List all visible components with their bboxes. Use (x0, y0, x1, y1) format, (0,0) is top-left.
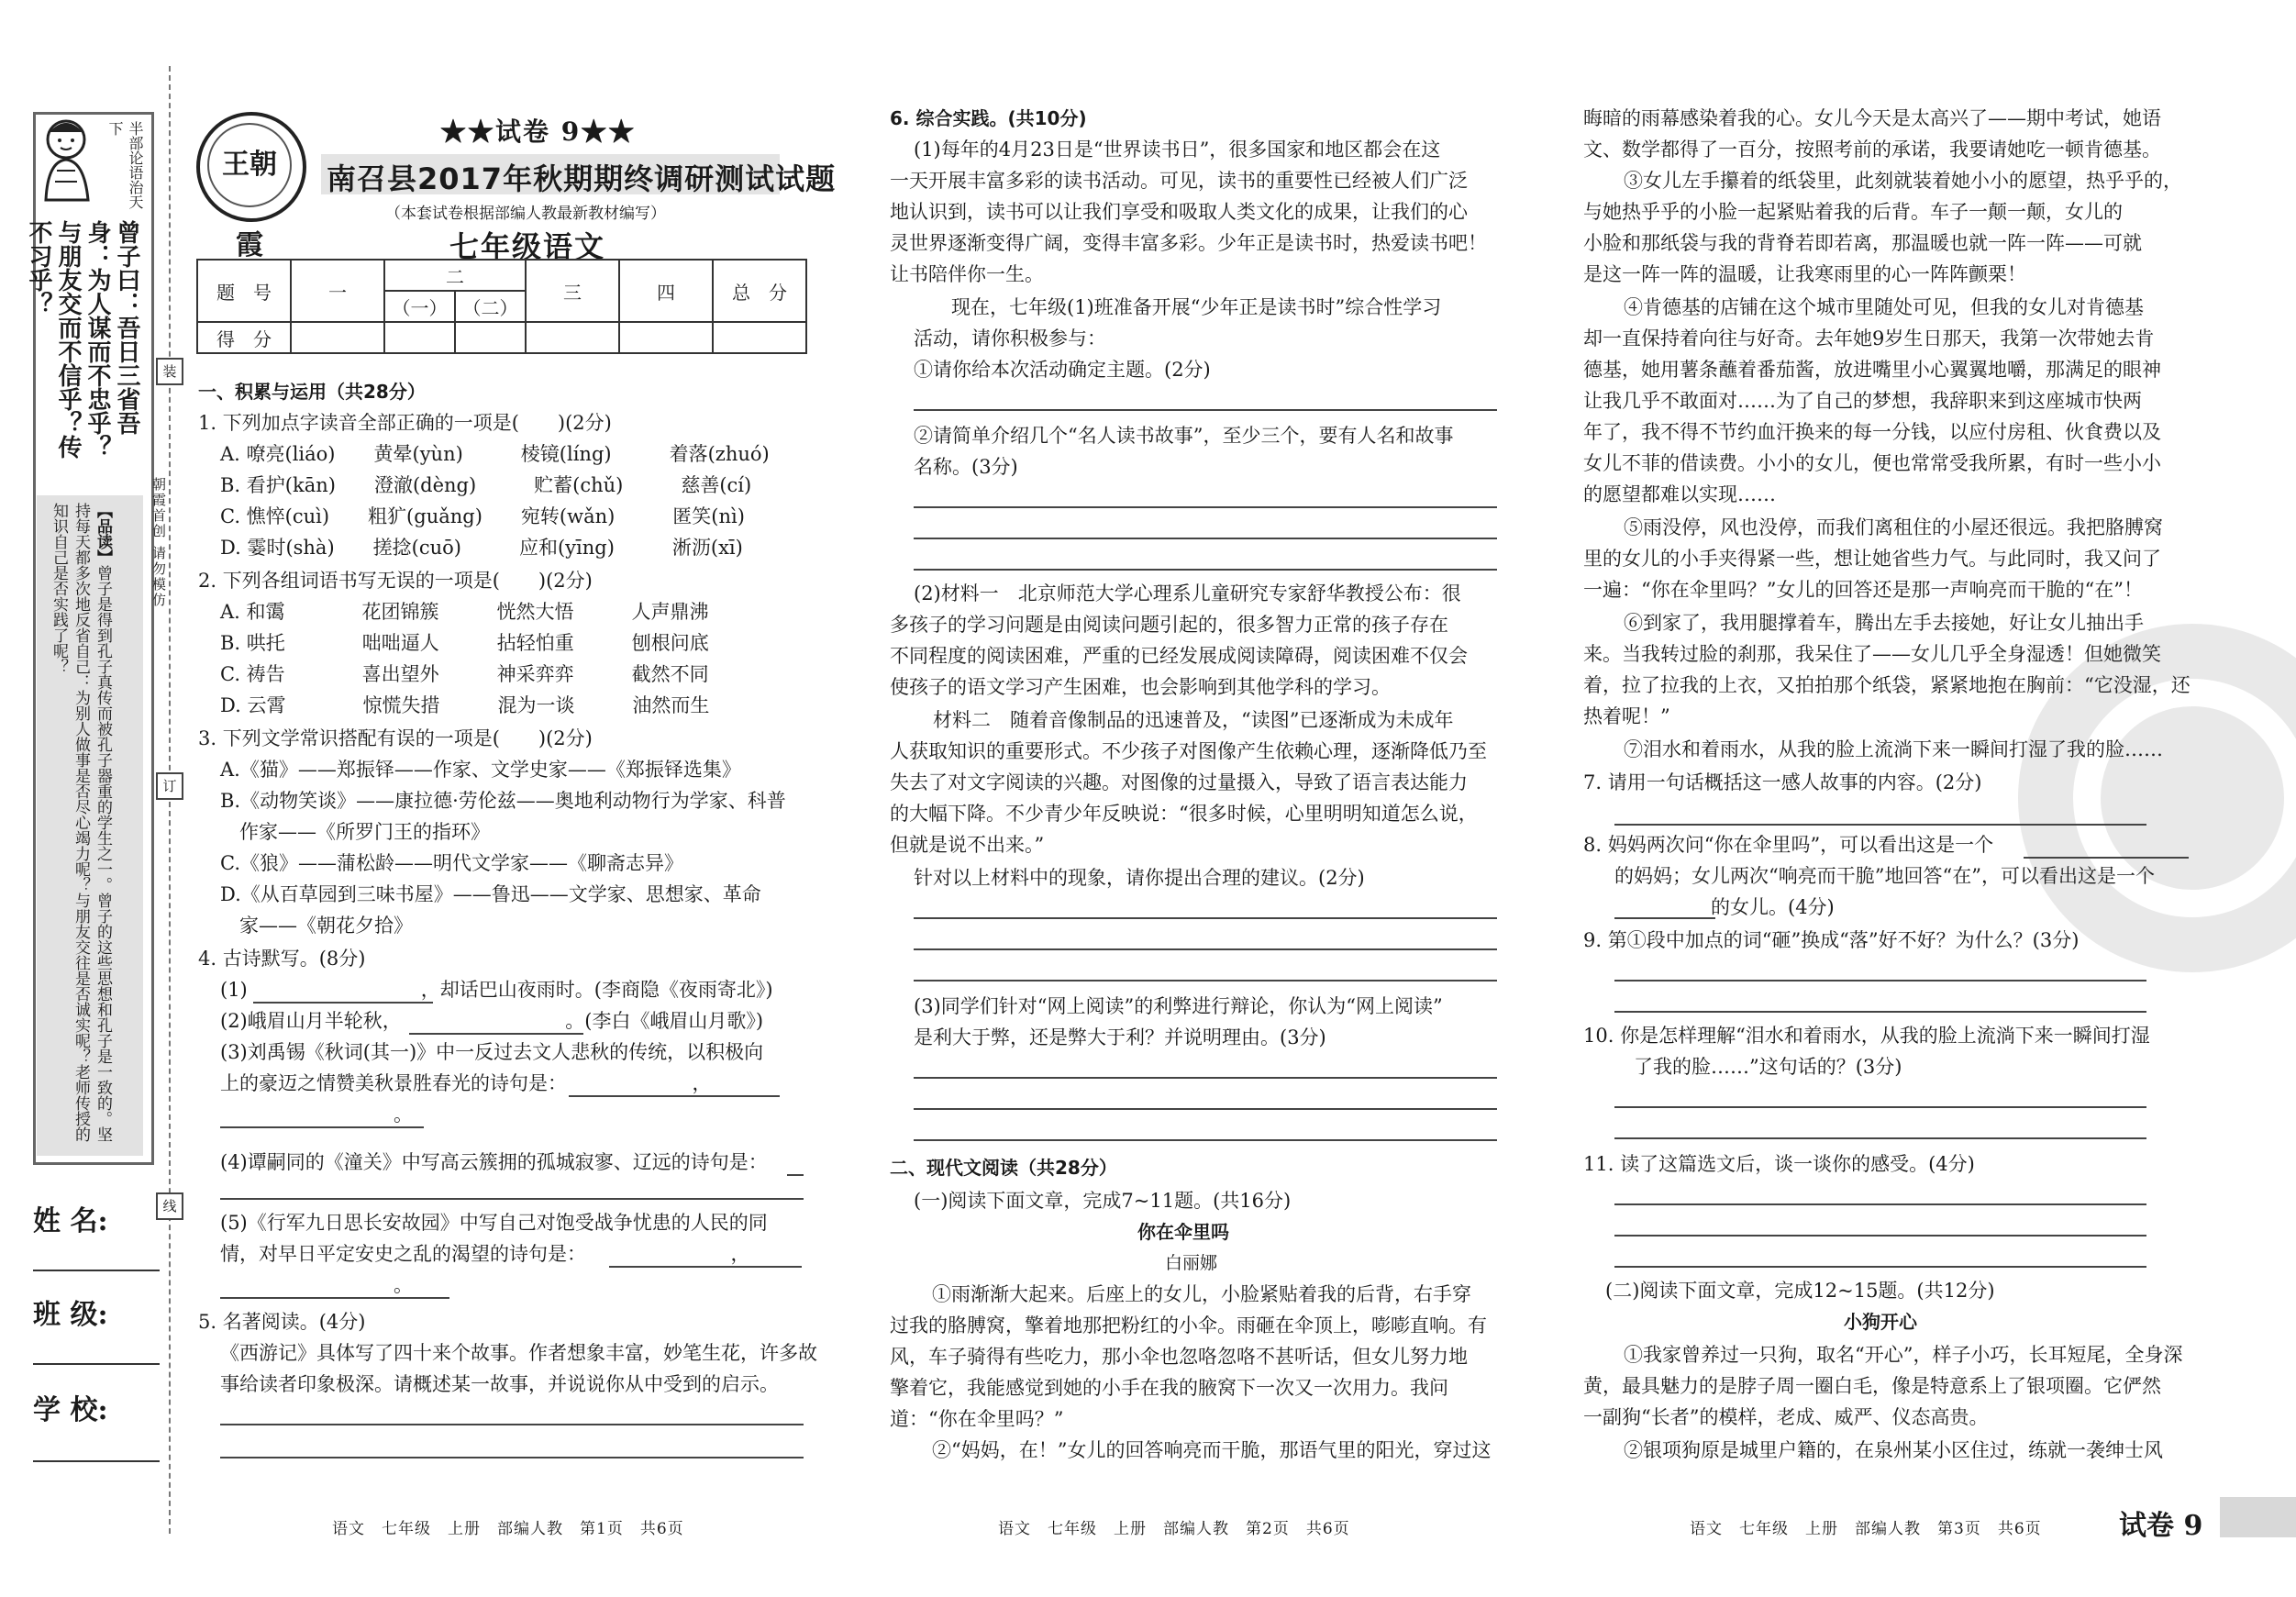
brand-vertical-text: 朝霞首创 请勿模仿 (150, 477, 167, 608)
material-2-cont-3: 的大幅下降。不少青少年反映说：“很多时候，心里明明知道怎么说， (890, 803, 1478, 825)
answer-line[interactable] (914, 569, 1497, 571)
score-cell[interactable] (384, 322, 455, 353)
reading-2-instruction: (二)阅读下面文章，完成12~15题。(共12分) (1605, 1280, 1995, 1302)
article-1-p4-7: 的愿望都难以实现…… (1583, 483, 1776, 505)
article-1-p4-5: 年了，我不得不节约血汗换来的每一分钱，以应付房租、伙食费以及 (1583, 421, 2161, 443)
article-2-p1-2: 黄，最具魅力的是脖子周一圈白毛，像是特意系上了银项圈。它俨然 (1583, 1375, 2161, 1397)
article-1-p3-4: 是这一阵一阵的温暖，让我寒雨里的心一阵阵颤栗！ (1583, 263, 2026, 285)
q6-para-2: 一天开展丰富多彩的读书活动。可见，读书的重要性已经被人们广泛 (890, 170, 1468, 192)
footer-page-1: 语文 七年级 上册 部编人教 第1页 共6页 (332, 1520, 684, 1538)
binding-line (169, 66, 171, 1534)
answer-line[interactable] (1614, 1203, 2146, 1205)
class-field[interactable] (33, 1363, 160, 1365)
article-1-p1-2: 过我的胳膊窝，擎着地那把粉红的小伞。雨砸在伞顶上，嘭嘭直响。有 (890, 1314, 1487, 1336)
score-cell[interactable] (455, 322, 526, 353)
answer-line[interactable] (1614, 980, 2146, 981)
q6-para-4: 灵世界逐渐变得广阔，变得丰富多彩。少年正是读书时，热爱读书吧！ (890, 232, 1487, 254)
answer-line[interactable] (914, 917, 1497, 919)
answer-line[interactable] (1614, 1106, 2146, 1108)
exam-subject: 七年级语文 (449, 229, 606, 264)
school-label: 学 校: (33, 1394, 108, 1426)
seal-mark-zhuang: 装 (156, 358, 183, 385)
question-6: 6. 综合实践。(共10分) (890, 107, 1087, 129)
article-1-p2-3: 文、数学都得了一百分，按照考前的承诺，我要请她吃一顿肯德基。 (1583, 139, 2161, 161)
answer-line[interactable] (914, 409, 1497, 411)
q6-sub-3: 针对以上材料中的现象，请你提出合理的建议。(2分) (914, 867, 1365, 889)
article-2-p1-3: 一副狗“长者”的模样，老成、威严、仪态高贵。 (1583, 1406, 1989, 1428)
option-3b: B.《动物笑谈》——康拉德·劳伦兹——奥地利动物行为学家、科普 (220, 790, 786, 812)
article-1-p7: ⑦泪水和着雨水，从我的脸上流淌下来一瞬间打湿了我的脸…… (1624, 738, 2163, 760)
article-1-title: 你在伞里吗 (1137, 1221, 1229, 1243)
answer-blank[interactable] (409, 1033, 583, 1035)
exam-subtitle: （本套试卷根据部编人教最新教材编写） (385, 205, 666, 223)
article-1-p1-4: 擎着它，我能感觉到她的小手在我的腋窝下一次又一次用力。我问 (890, 1377, 1448, 1399)
question-3: 3. 下列文学常识搭配有误的一项是( )(2分) (198, 727, 593, 749)
article-1-p6-2: 来。当我转过脸的刹那，我呆住了——女儿几乎全身湿透！但她微笑 (1583, 643, 2161, 665)
answer-blank[interactable] (253, 1002, 433, 1004)
option-2a: A. 和霭 花团锦簇 恍然大悟 人声鼎沸 (220, 601, 709, 623)
reading-1-instruction: (一)阅读下面文章，完成7~11题。(共16分) (914, 1190, 1292, 1212)
poem-3: (3)刘禹锡《秋词(其一)》中一反过去文人悲秋的传统，以积极向 (220, 1041, 764, 1063)
answer-blank[interactable] (569, 1095, 780, 1097)
score-cell[interactable] (619, 322, 713, 353)
score-col-2-1: （一） (384, 291, 455, 322)
question-10: 10. 你是怎样理解“泪水和着雨水，从我的脸上流淌下来一瞬间打湿 (1583, 1025, 2150, 1047)
q6-para-1: (1)每年的4月23日是“世界读书日”，很多国家和地区都会在这 (914, 139, 1441, 161)
score-header-label: 题 号 (197, 260, 291, 322)
exam-title: 南召县2017年秋期期终调研测试试题 (327, 161, 837, 196)
poem-3-cont: 上的豪迈之情赞美秋景胜春光的诗句是： ， (220, 1072, 712, 1094)
answer-blank[interactable] (609, 1266, 802, 1268)
article-1-p3: ③女儿左手攥着的纸袋里，此刻就装着她小小的愿望，热乎乎的， (1624, 170, 2182, 192)
q6-activity: 现在，七年级(1)班准备开展“少年正是读书时”综合性学习 (932, 296, 1442, 318)
score-col-2: 二 (384, 260, 526, 291)
question-8-end: 的女儿。(4分) (1614, 896, 1835, 918)
article-1-p6-3: 着，拉了拉我的上衣，又拍拍那个纸袋，紧紧地抱在胸前：“它没湿，还 (1583, 674, 2191, 696)
question-8-cont: 的妈妈；女儿两次“响亮而干脆”地回答“在”，可以看出这是一个 (1614, 865, 2155, 887)
answer-line[interactable] (914, 538, 1497, 539)
q6-debate-cont: 是利大于弊，还是弊大于利？并说明理由。(3分) (914, 1026, 1326, 1048)
section-title-2: 二、现代文阅读（共28分） (890, 1157, 1117, 1179)
question-5-text-2: 事给读者印象极深。请概述某一故事，并说说你从中受到的启示。 (220, 1373, 779, 1395)
option-3d-cont: 家——《朝花夕拾》 (220, 915, 413, 937)
confucius-quote: 曾子曰：吾日三省吾身：为人谋而不忠乎？与朋友交而不信乎？传不习乎？ (25, 220, 140, 459)
material-1-cont-3: 使孩子的语文学习产生困难，也会影响到其他学科的学习。 (890, 676, 1391, 698)
material-2-cont-2: 失去了对文字阅读的兴趣。对图像的过量摄入，导致了语言表达能力 (890, 771, 1468, 793)
seal-mark-ding: 订 (156, 772, 183, 800)
material-2-cont-1: 人获取知识的重要形式。不少孩子对图像产生依赖心理，逐渐降低乃至 (890, 740, 1487, 762)
answer-blank[interactable] (2024, 857, 2189, 859)
article-2-p1: ①我家曾养过一只狗，取名“开心”，样子小巧，长耳短尾，全身深 (1624, 1344, 2183, 1366)
option-3c: C.《狼》——蒲松龄——明代文学家——《聊斋志异》 (220, 852, 683, 874)
answer-line[interactable] (914, 980, 1497, 981)
q6-sub-2-cont: 名称。(3分) (914, 456, 1018, 478)
material-1: (2)材料一 北京师范大学心理系儿童研究专家舒华教授公布：很 (914, 582, 1461, 604)
question-7: 7. 请用一句话概括这一感人故事的内容。(2分) (1583, 771, 1982, 793)
poem-2: (2)峨眉山月半轮秋， 。(李白《峨眉山月歌》) (220, 1010, 764, 1032)
option-1c: C. 憔悴(cuì) 粗犷(guǎng) 宛转(wǎn) 匿笑(nì) (220, 505, 745, 527)
answer-line[interactable] (1614, 1235, 2146, 1237)
answer-blank[interactable] (220, 1198, 804, 1200)
article-1-p5-2: 里的女儿的小手夹得紧一些，想让她省些力气。与此同时，我又问了 (1583, 548, 2161, 570)
brand-logo-text: 王朝霞 (207, 123, 292, 207)
question-10-cont: 了我的脸……”这句话的？(3分) (1614, 1056, 1902, 1078)
material-1-cont-1: 多孩子的学习问题是由阅读问题引起的，很多智力正常的孩子存在 (890, 614, 1448, 636)
poem-5-cont: 情，对早日平定安史之乱的渴望的诗句是： ， (220, 1243, 750, 1265)
score-table (196, 259, 807, 354)
score-cell[interactable] (291, 322, 384, 353)
question-4: 4. 古诗默写。(8分) (198, 948, 366, 970)
material-1-cont-2: 不同程度的阅读困难，严重的已经发展成阅读障碍，阅读困难不仅会 (890, 645, 1468, 667)
article-1-p4-3: 德基，她用薯条蘸着番茄酱，放进嘴里小心翼翼地嚼，那满足的眼神 (1583, 359, 2161, 381)
corner-bar (2220, 1497, 2296, 1537)
q6-sub-2: ②请简单介绍几个“名人读书故事”，至少三个，要有人名和故事 (914, 425, 1454, 447)
article-1-p4-2: 却一直保持着向往与好奇。去年她9岁生日那天，我第一次带她去肯 (1583, 327, 2155, 349)
option-2c: C. 祷告 喜出望外 神采弈弈 截然不同 (220, 663, 709, 685)
option-1d: D. 霎时(shà) 搓捻(cuō) 应和(yīng) 淅沥(xī) (220, 537, 743, 559)
score-col-3: 三 (526, 260, 619, 322)
pindu-label: 【品读】 (94, 503, 112, 565)
answer-line[interactable] (914, 1077, 1497, 1079)
poem-4: (4)谭嗣同的《潼关》中写高云簇拥的孤城寂寥、辽远的诗句是： (220, 1151, 768, 1173)
section-title-1: 一、积累与运用（共28分） (198, 381, 426, 403)
article-1-author: 白丽娜 (1165, 1253, 1218, 1273)
article-1-p2: ②“妈妈，在！”女儿的回答响亮而干脆，那语气里的阳光，穿过这 (932, 1439, 1492, 1461)
poem-1: (1) ，却话巴山夜雨时。(李商隐《夜雨寄北》) (220, 979, 773, 1001)
question-9: 9. 第①段中加点的词“砸”换成“落”好不好？为什么？(3分) (1583, 929, 2080, 951)
q6-para-5: 让书陪伴你一生。 (890, 263, 1044, 285)
material-2-cont-4: 但就是说不出来。” (890, 834, 1045, 856)
article-1-p1: ①雨渐渐大起来。后座上的女儿，小脸紧贴着我的后背，右手穿 (932, 1283, 1471, 1305)
article-1-p4: ④肯德基的店铺在这个城市里随处可见，但我的女儿对肯德基 (1624, 296, 2144, 318)
score-col-4: 四 (619, 260, 713, 322)
score-col-total: 总 分 (713, 260, 806, 322)
article-1-p4-6: 女儿不菲的借读费。小小的女儿，便也常常受我所累，有时一些小小 (1583, 452, 2161, 474)
paper-number: ★★试卷 9★★ (440, 116, 637, 147)
score-col-2-2: （二） (455, 291, 526, 322)
answer-line[interactable] (1614, 824, 2146, 826)
article-1-p5-3: 一遍：“你在伞里吗？”女儿的回答还是那一声响亮而干脆的“在”！ (1583, 579, 2143, 601)
article-2-p2: ②银项狗原是城里户籍的，在泉州某小区住过，练就一袭绅士风 (1624, 1439, 2163, 1461)
pindu-body: 曾子是得到孔子真传而被孔子器重的学生之一。曾子的这些思想和孔子是一致的。坚持每天都多次地反省自己：为别人做事是否尽心竭力呢？与朋友交往是否诚实呢？老师传授的知识自己是否实践了呢？ (50, 503, 112, 1142)
article-1-p1-3: 风，车子骑得有些吃力，那小伞也忽咯忽咯不甚听话，但女儿努力地 (890, 1346, 1468, 1368)
answer-line[interactable] (1614, 1011, 2146, 1013)
sidebar-motto-small: 半部论语治天下 (106, 121, 144, 209)
article-2-title: 小狗开心 (1844, 1311, 1917, 1333)
name-field[interactable] (33, 1270, 160, 1271)
q6-activity-cont: 活动，请你积极参与： (914, 327, 1106, 349)
poem-5-end: 。 (220, 1274, 413, 1296)
answer-line[interactable] (914, 1139, 1497, 1141)
seal-mark-xian: 线 (156, 1192, 183, 1220)
score-cell[interactable] (713, 322, 806, 353)
name-label: 姓 名: (33, 1205, 108, 1237)
article-1-p1-5: 道：“你在伞里吗？” (890, 1408, 1064, 1430)
answer-line[interactable] (220, 1457, 804, 1458)
poem-3-end: 。 (220, 1103, 413, 1126)
question-5-text-1: 《西游记》具体写了四十来个故事。作者想象丰富，妙笔生花，许多故 (220, 1342, 817, 1364)
question-2: 2. 下列各组词语书写无误的一项是( )(2分) (198, 570, 593, 592)
article-1-p3-3: 小脸和那纸袋与我的背脊若即若离，那温暖也就一阵一阵——可就 (1583, 232, 2142, 254)
option-2b: B. 哄托 咄咄逼人 拈轻怕重 刨根问底 (220, 632, 709, 654)
footer-page-2: 语文 七年级 上册 部编人教 第2页 共6页 (998, 1520, 1350, 1538)
article-1-p2-2: 晦暗的雨幕感染着我的心。女儿今天是太高兴了——期中考试，她语 (1583, 107, 2161, 129)
question-11: 11. 读了这篇选文后，谈一谈你的感受。(4分) (1583, 1153, 1975, 1175)
article-1-p3-2: 与她热乎乎的小脸一起紧贴着我的后背。车子一颠一颠，女儿的 (1583, 201, 2123, 223)
paper-tag: 试卷 9 (2119, 1510, 2203, 1542)
score-cell[interactable] (526, 322, 619, 353)
answer-line[interactable] (914, 1108, 1497, 1110)
q6-para-3: 地认识到，读书可以让我们享受和吸取人类文化的成果，让我们的心 (890, 201, 1468, 223)
answer-line[interactable] (914, 948, 1497, 950)
answer-line[interactable] (220, 1424, 804, 1425)
class-label: 班 级: (33, 1299, 108, 1331)
q6-sub-1: ①请你给本次活动确定主题。(2分) (914, 359, 1211, 381)
article-1-p6: ⑥到家了，我用腿撑着车，腾出左手去接她，好让女儿抽出手 (1624, 612, 2144, 634)
question-8: 8. 妈妈两次问“你在伞里吗”，可以看出这是一个 (1583, 834, 1994, 856)
option-3b-cont: 作家——《所罗门王的指环》 (220, 821, 490, 843)
option-1b: B. 看护(kān) 澄澈(dèng) 贮蓄(chǔ) 慈善(cí) (220, 474, 752, 496)
option-1a: A. 嘹亮(liáo) 黄晕(yùn) 棱镜(líng) 着落(zhuó) (220, 443, 770, 465)
answer-line[interactable] (914, 506, 1497, 508)
option-2d: D. 云霄 惊慌失措 混为一谈 油然而生 (220, 694, 710, 716)
article-1-p4-4: 让我几乎不敢面对……为了自己的梦想，我辞职来到这座城市快两 (1583, 390, 2142, 412)
school-field[interactable] (33, 1460, 160, 1462)
pindu-text (48, 503, 114, 1145)
option-3a: A.《猫》——郑振铎——作家、文学史家——《郑振铎选集》 (220, 759, 741, 781)
material-2: 材料二 随着音像制品的迅速普及，“读图”已逐渐成为未成年 (914, 709, 1454, 731)
score-col-1: 一 (291, 260, 384, 322)
footer-page-3: 语文 七年级 上册 部编人教 第3页 共6页 (1690, 1520, 2042, 1538)
q6-debate: (3)同学们针对“网上阅读”的利弊进行辩论，你认为“网上阅读” (914, 995, 1443, 1017)
question-1: 1. 下列加点字读音全部正确的一项是( )(2分) (198, 412, 612, 434)
option-3d: D.《从百草园到三味书屋》——鲁迅——文学家、思想家、革命 (220, 883, 761, 905)
poem-5: (5)《行军九日思长安故园》中写自己对饱受战争忧患的人民的同 (220, 1212, 768, 1234)
answer-blank[interactable] (787, 1174, 804, 1176)
question-5: 5. 名著阅读。(4分) (198, 1311, 366, 1333)
answer-line[interactable] (1614, 1266, 2146, 1268)
answer-line[interactable] (1614, 1137, 2146, 1139)
score-row-label: 得 分 (197, 322, 291, 353)
article-1-p6-4: 热着呢！” (1583, 705, 1670, 727)
article-1-p5: ⑤雨没停，风也没停，而我们离租住的小屋还很远。我把胳膊窝 (1624, 516, 2163, 538)
